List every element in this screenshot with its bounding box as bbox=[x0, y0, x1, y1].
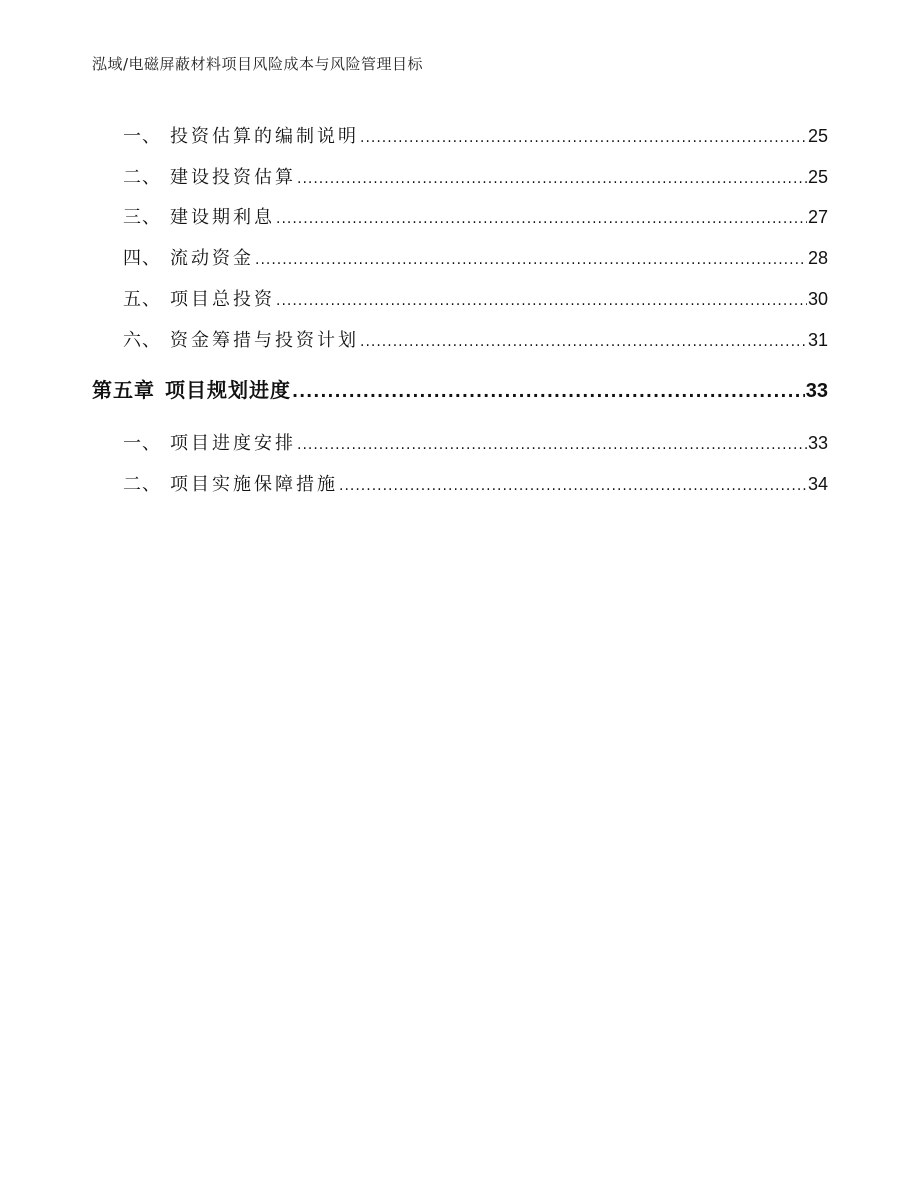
toc-chapter-title: 项目规划进度 bbox=[165, 378, 291, 402]
toc-entry-number: 四、 bbox=[123, 248, 161, 269]
toc-leader-dots bbox=[276, 207, 807, 231]
toc-entry-number: 二、 bbox=[123, 167, 161, 188]
toc-entry-number: 二、 bbox=[123, 474, 161, 495]
toc-entry[interactable] bbox=[123, 328, 828, 354]
toc-entry-title: 项目进度安排 bbox=[170, 433, 296, 454]
toc-entry[interactable] bbox=[123, 246, 828, 272]
toc-entry-title: 项目总投资 bbox=[170, 289, 275, 310]
toc-chapter-entry[interactable] bbox=[92, 378, 828, 404]
toc-entry-page: 31 bbox=[807, 330, 828, 350]
toc-leader-dots bbox=[297, 167, 807, 191]
toc-entry-title: 建设期利息 bbox=[170, 207, 275, 228]
toc-entry-title: 流动资金 bbox=[170, 248, 254, 269]
toc-entry-title: 投资估算的编制说明 bbox=[170, 126, 359, 147]
toc-entry[interactable] bbox=[123, 472, 828, 498]
toc-entry-number: 三、 bbox=[123, 207, 161, 228]
toc-leader-dots bbox=[339, 474, 807, 498]
toc-entry-page: 28 bbox=[807, 248, 828, 268]
toc-entry-page: 25 bbox=[807, 126, 828, 146]
toc-entry-number: 六、 bbox=[123, 330, 161, 351]
toc-entry-number: 五、 bbox=[123, 289, 161, 310]
document-header: 泓域/电磁屏蔽材料项目风险成本与风险管理目标 bbox=[92, 55, 424, 73]
toc-entry[interactable] bbox=[123, 205, 828, 231]
toc-leader-dots bbox=[276, 289, 807, 313]
toc-leader-dots bbox=[360, 330, 807, 354]
toc-entry-page: 27 bbox=[807, 207, 828, 227]
toc-entry[interactable] bbox=[123, 165, 828, 191]
toc-entry-title: 项目实施保障措施 bbox=[170, 474, 338, 495]
toc-entry-number: 一、 bbox=[123, 433, 161, 454]
toc-entry[interactable] bbox=[123, 431, 828, 457]
toc-entry-page: 33 bbox=[807, 433, 828, 453]
toc-leader-dots bbox=[360, 126, 807, 150]
toc-entry-page: 30 bbox=[807, 289, 828, 309]
toc-entry-title: 资金筹措与投资计划 bbox=[170, 330, 359, 351]
toc-entry-number: 一、 bbox=[123, 126, 161, 147]
toc-entry-title: 建设投资估算 bbox=[170, 167, 296, 188]
toc-chapter-number: 第五章 bbox=[92, 378, 155, 402]
toc-entry[interactable] bbox=[123, 124, 828, 150]
toc-leader-dots bbox=[292, 380, 805, 404]
toc-leader-dots bbox=[255, 248, 807, 272]
toc-entry-page: 34 bbox=[807, 474, 828, 494]
toc-entry-page: 25 bbox=[807, 167, 828, 187]
toc-leader-dots bbox=[297, 433, 807, 457]
toc-entry[interactable] bbox=[123, 287, 828, 313]
toc-chapter-page: 33 bbox=[805, 380, 828, 402]
